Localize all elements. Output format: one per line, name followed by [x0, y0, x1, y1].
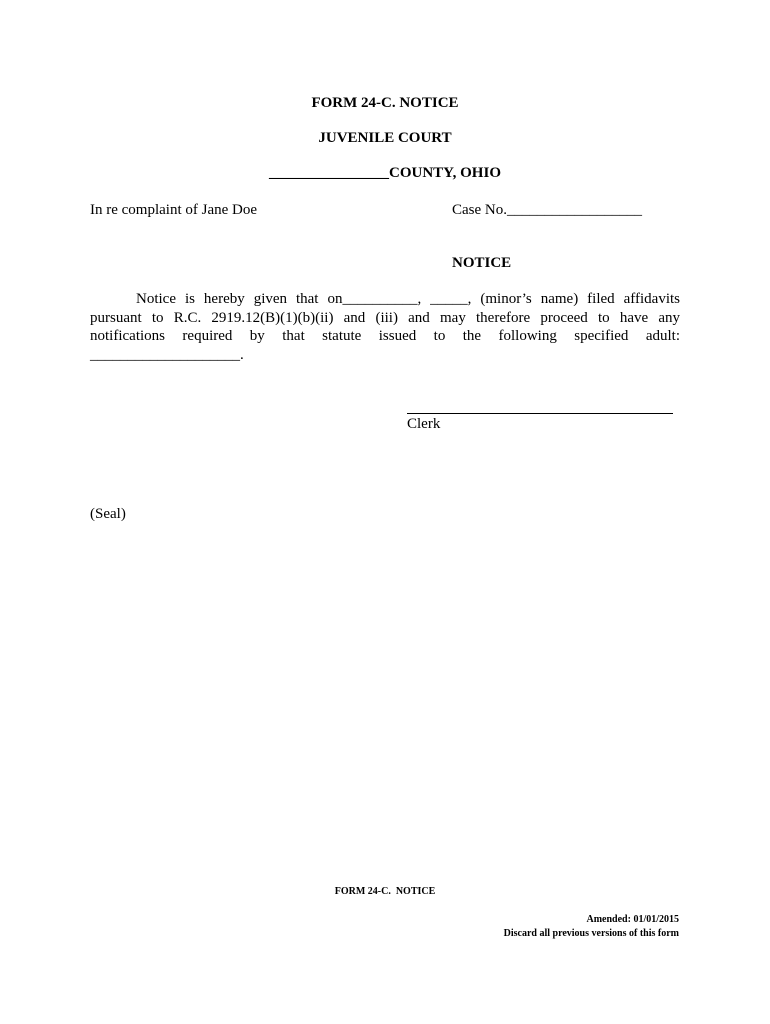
footer-form-title: FORM 24-C. NOTICE: [334, 886, 436, 897]
notice-body: [90, 290, 680, 364]
footer-amended-date: Amended: 01/01/2015: [586, 914, 679, 925]
case-number: Case No.__________________: [452, 202, 642, 218]
county-line: ________________COUNTY, OHIO: [269, 165, 501, 181]
notice-heading: NOTICE: [452, 255, 512, 271]
in-re-caption: In re complaint of Jane Doe: [90, 202, 258, 218]
seal-label: (Seal): [90, 506, 126, 522]
notice-body-text: Notice is hereby given that on__________, _____, (minor’s name) filed affidavits pursuant to R.C. 2919.12(B)(1)(b)(ii) and (iii) and may therefore proceed to have any notifications required by that statute issued to the following specified adult: ____________________.: [90, 291, 680, 363]
court-name: JUVENILE COURT: [318, 130, 452, 146]
signature-line: [407, 413, 673, 414]
form-title: FORM 24-C. NOTICE: [311, 95, 459, 111]
clerk-label: Clerk: [407, 416, 441, 432]
footer-discard-note: Discard all previous versions of this form: [503, 928, 679, 939]
